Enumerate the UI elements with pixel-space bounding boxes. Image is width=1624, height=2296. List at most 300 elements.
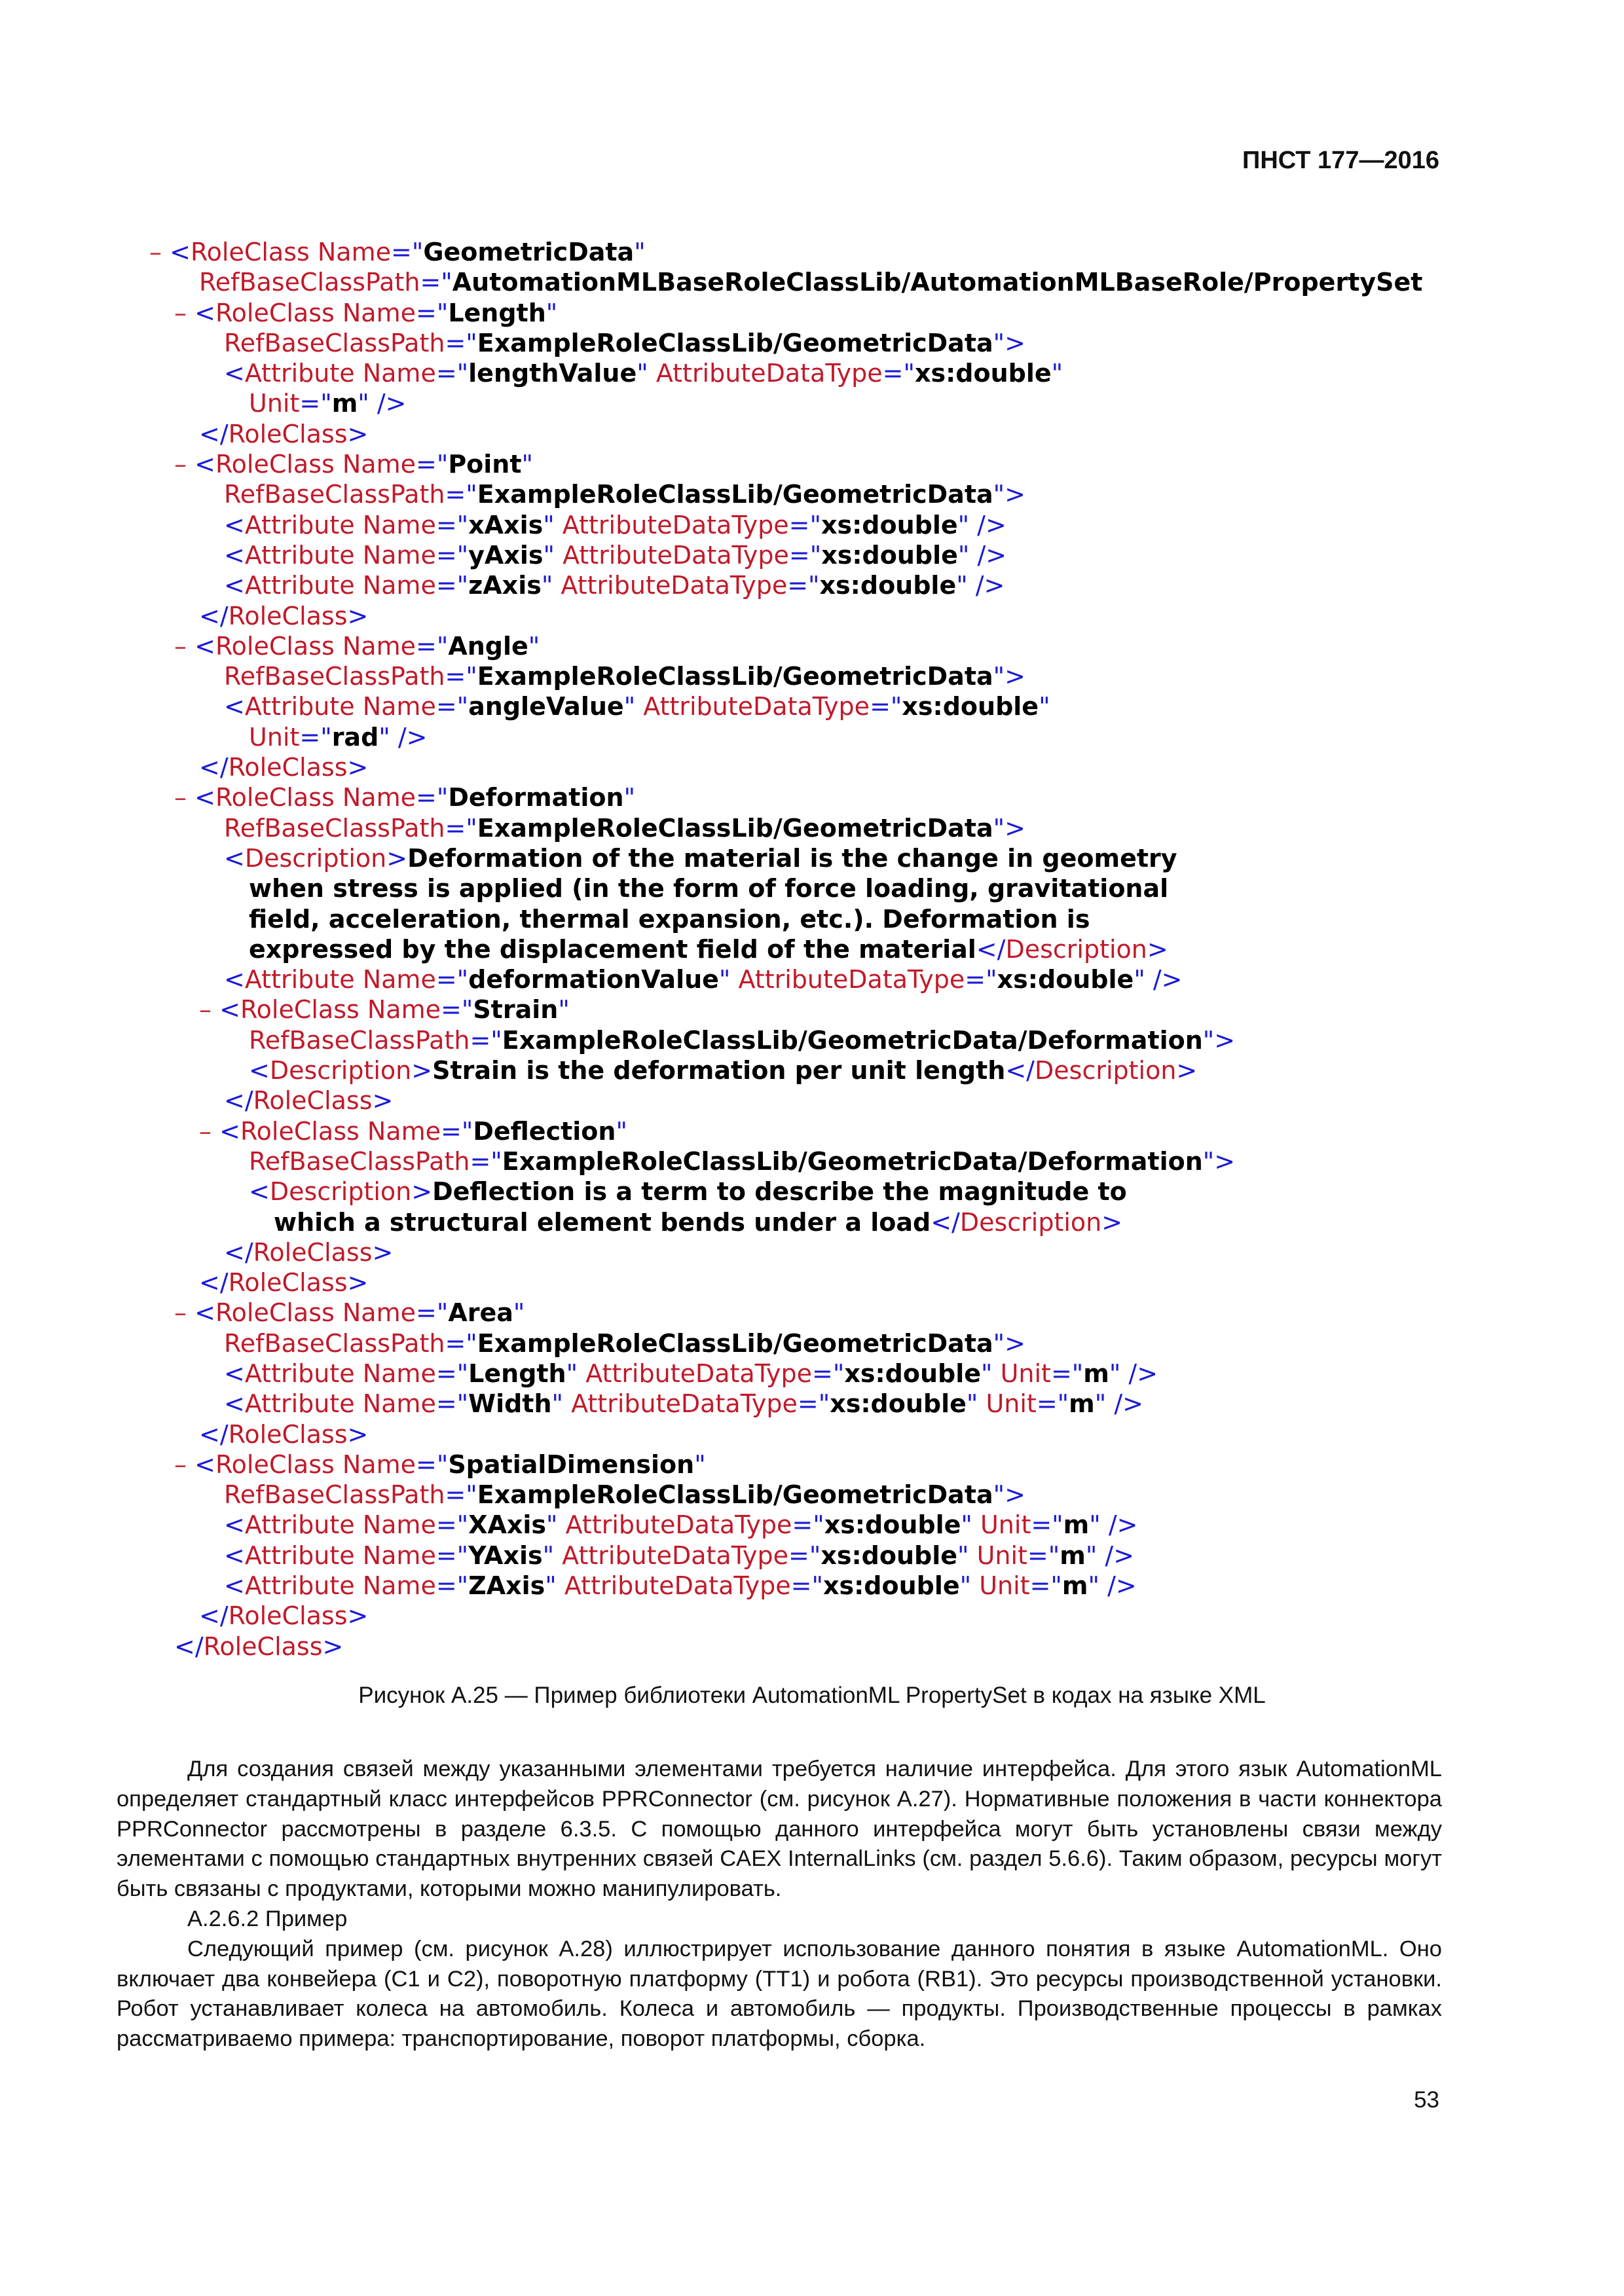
xml-token: =" <box>299 389 332 418</box>
xml-line <box>149 388 1485 418</box>
xml-token: =" <box>445 328 477 357</box>
xml-token: "> <box>1202 1146 1236 1176</box>
xml-token[interactable]: – <box>199 1116 220 1146</box>
xml-line <box>149 479 1485 509</box>
xml-token: Attribute <box>244 510 363 539</box>
xml-token: =" <box>1029 1571 1062 1601</box>
xml-token: < <box>194 631 215 661</box>
xml-token: =" <box>415 783 449 812</box>
xml-token: > <box>411 1177 433 1207</box>
xml-token: AttributeDataType <box>571 1389 798 1419</box>
xml-token: RoleClass <box>228 1601 348 1631</box>
xml-token: ExampleRoleClassLib/GeometricData <box>477 662 993 691</box>
xml-line <box>149 904 1485 934</box>
xml-token: deformationValue <box>468 965 719 994</box>
xml-token: Point <box>448 450 522 479</box>
xml-token: ExampleRoleClassLib/GeometricData/Deformation <box>502 1025 1203 1055</box>
xml-token: rad <box>331 722 379 752</box>
xml-token: Attribute <box>244 1510 363 1540</box>
xml-token: =" <box>1027 1540 1060 1570</box>
xml-line <box>149 1358 1485 1389</box>
xml-token: AttributeDataType <box>655 359 883 388</box>
xml-token: RoleClass <box>228 1268 348 1298</box>
xml-token: =" <box>790 1571 823 1601</box>
xml-line <box>149 328 1485 358</box>
xml-line <box>149 934 1485 964</box>
xml-line <box>149 1298 1485 1328</box>
xml-token: m <box>1083 1358 1109 1388</box>
xml-token: Name <box>367 1116 441 1146</box>
xml-token: " <box>551 1389 572 1419</box>
xml-token: " <box>957 1540 977 1570</box>
xml-token: =" <box>435 540 469 570</box>
xml-token: "> <box>993 1328 1025 1358</box>
xml-token: < <box>249 1177 270 1207</box>
xml-token: =" <box>470 1146 502 1176</box>
xml-token: " /> <box>1094 1389 1143 1419</box>
xml-line <box>149 1480 1485 1510</box>
xml-token: " <box>543 510 563 539</box>
xml-token: RoleClass <box>190 238 318 266</box>
xml-token: Width <box>468 1389 552 1419</box>
body-text <box>117 1755 1442 2054</box>
xml-token: Length <box>468 1358 566 1388</box>
xml-token: " <box>528 631 540 661</box>
xml-token: Name <box>342 631 416 661</box>
xml-token: " <box>718 965 739 994</box>
xml-token: xs:double <box>830 1389 967 1419</box>
xml-line <box>149 449 1485 479</box>
xml-token: Unit <box>976 1540 1027 1570</box>
xml-line <box>149 1601 1485 1631</box>
xml-token: Deflection is a term to describe the magnitude to <box>432 1177 1127 1207</box>
xml-token: =" <box>870 692 902 721</box>
standard-header: ПНСТ 177—2016 <box>1242 147 1439 174</box>
xml-token: RefBaseClassPath <box>224 480 445 509</box>
xml-line <box>149 843 1485 873</box>
xml-token: < <box>224 359 245 388</box>
xml-token: Strain is the deformation per unit length <box>432 1056 1006 1085</box>
xml-token: GeometricData <box>423 238 635 266</box>
paragraph: Для создания связей между указанными элементами требуется наличие интерфейса. Для этого язык AutomationML определяет стандартный класс интерфейсов PPRConnector (см. рисунок А.27). Нормативные положения в части коннектора PPRConnector рассмотрены в разделе 6.3.5. С помощью данного интерфейса могут быть установлены связи между элементами с помощью стандартных внутренних связей CAEX InternalLinks (см. раздел 5.6.6). Таким образом, ресурсы могут быть связаны с продуктами, которыми можно манипулировать. <box>117 1757 1442 1902</box>
xml-token: RoleClass <box>228 753 348 782</box>
xml-token: Unit <box>979 1571 1030 1601</box>
xml-token: </ <box>1005 1056 1035 1085</box>
xml-line <box>149 691 1485 721</box>
xml-token: =" <box>415 1449 449 1479</box>
xml-token: RefBaseClassPath <box>249 1025 470 1055</box>
xml-token: Unit <box>249 722 300 752</box>
xml-token: =" <box>435 1571 469 1601</box>
xml-line <box>149 631 1485 661</box>
xml-line <box>149 722 1485 752</box>
xml-token: Unit <box>249 389 300 418</box>
xml-token: AttributeDataType <box>562 1540 788 1570</box>
xml-token: < <box>219 1116 240 1146</box>
xml-token: =" <box>965 965 997 994</box>
xml-token: AttributeDataType <box>565 1510 792 1540</box>
xml-token: > <box>386 843 408 873</box>
xml-token: zAxis <box>468 571 542 600</box>
xml-token: expressed by the displacement field of the material <box>249 934 976 964</box>
xml-token: " <box>546 1510 566 1540</box>
xml-token: Unit <box>980 1510 1031 1540</box>
xml-token: < <box>224 843 245 873</box>
xml-line <box>149 1389 1485 1419</box>
xml-token: Name <box>362 692 436 721</box>
xml-token: =" <box>299 722 332 752</box>
xml-token[interactable]: – <box>174 1298 195 1328</box>
xml-token: Name <box>362 1540 436 1570</box>
xml-token: Length <box>448 298 546 327</box>
xml-token: RefBaseClassPath <box>224 328 445 357</box>
xml-token: > <box>372 1237 394 1267</box>
xml-token: RoleClass <box>215 450 342 479</box>
xml-token: RefBaseClassPath <box>224 662 445 691</box>
xml-token: " <box>623 783 636 812</box>
xml-token: " <box>566 1358 586 1388</box>
xml-token: =" <box>1036 1389 1069 1419</box>
xml-token: Deformation of the material is the change in geometry <box>407 843 1177 873</box>
xml-token: Name <box>342 1449 416 1479</box>
xml-token: Name <box>362 359 436 388</box>
xml-token: =" <box>435 1358 469 1388</box>
xml-token: Attribute <box>244 1571 363 1601</box>
xml-token: xs:double <box>902 692 1039 721</box>
xml-token: RoleClass <box>228 1419 348 1449</box>
xml-token: > <box>347 1601 369 1631</box>
xml-line <box>149 1116 1485 1146</box>
xml-token: > <box>347 1419 369 1449</box>
xml-token: =" <box>882 359 915 388</box>
xml-token: Name <box>362 571 436 600</box>
xml-code-listing <box>149 237 1485 1662</box>
xml-token: </ <box>199 1268 229 1298</box>
xml-token: </ <box>976 934 1006 964</box>
xml-token: yAxis <box>468 540 544 570</box>
xml-token: " /> <box>1085 1540 1135 1570</box>
xml-token: ExampleRoleClassLib/GeometricData/Deformation <box>502 1146 1203 1176</box>
xml-token: Name <box>342 298 416 327</box>
xml-token: < <box>194 450 215 479</box>
xml-token: Description <box>244 843 387 873</box>
xml-token: RoleClass <box>203 1631 323 1661</box>
xml-token: > <box>1147 934 1168 964</box>
xml-token: < <box>224 1358 245 1388</box>
xml-token: Description <box>269 1056 412 1085</box>
xml-line <box>149 1085 1485 1116</box>
xml-token: " /> <box>1089 1510 1138 1540</box>
xml-token: Area <box>448 1298 513 1328</box>
xml-token: RefBaseClassPath <box>224 1328 445 1358</box>
xml-token: " /> <box>957 540 1007 570</box>
xml-token: RoleClass <box>215 631 342 661</box>
xml-token: AttributeDataType <box>585 1358 812 1388</box>
xml-token: =" <box>435 1540 469 1570</box>
xml-token: AttributeDataType <box>562 510 789 539</box>
xml-token: "> <box>993 813 1025 843</box>
xml-token: Attribute <box>244 359 363 388</box>
xml-token: xs:double <box>914 359 1052 388</box>
xml-token: > <box>411 1056 433 1085</box>
xml-token: </ <box>199 601 229 630</box>
xml-token: AttributeDataType <box>564 1571 791 1601</box>
xml-token: =" <box>1031 1510 1063 1540</box>
xml-token: </ <box>199 419 229 448</box>
xml-token: " /> <box>1088 1571 1137 1601</box>
xml-line <box>149 1146 1485 1176</box>
page-number: 53 <box>1414 2087 1439 2113</box>
xml-token: RoleClass <box>240 995 367 1025</box>
xml-token: " <box>545 298 558 327</box>
xml-token[interactable]: – <box>174 450 195 479</box>
xml-token: Name <box>342 783 416 812</box>
xml-token: > <box>322 1631 344 1661</box>
xml-token: "> <box>993 328 1025 357</box>
xml-token: =" <box>435 965 469 994</box>
xml-token: " <box>545 1571 564 1601</box>
xml-token: which a structural element bends under a load <box>274 1207 931 1237</box>
xml-token: =" <box>470 1025 502 1055</box>
xml-token: m <box>331 389 358 418</box>
xml-token: " /> <box>956 571 1005 600</box>
xml-token: =" <box>415 298 449 327</box>
xml-token: Description <box>1005 934 1147 964</box>
paragraph: Следующий пример (см. рисунок А.28) иллюстрирует использование данного понятия в языке AutomationML. Оно включает два конвейера (С1 и С2), поворотную платформу (ТТ1) и робота (RB1). Это ресурсы производственной установки. Робот устанавливает колеса на автомобиль. Колеса и автомобиль — продукты. Производственные процессы в рамках рассматриваемо примера: транспортирование, поворот платформы, сборка. <box>117 1936 1442 2052</box>
xml-token: " <box>1039 692 1050 721</box>
xml-token: =" <box>445 1480 477 1510</box>
xml-token: Name <box>362 1571 436 1601</box>
xml-token: "> <box>1202 1025 1236 1055</box>
xml-line <box>149 1571 1485 1601</box>
xml-token: Name <box>317 238 391 266</box>
xml-token: RoleClass <box>215 783 342 812</box>
xml-token: Attribute <box>244 1358 363 1388</box>
xml-token: < <box>224 692 245 721</box>
xml-token: < <box>170 238 191 266</box>
xml-token: Name <box>362 1510 436 1540</box>
xml-token: < <box>194 783 215 812</box>
xml-token: =" <box>788 540 822 570</box>
xml-token: =" <box>415 450 449 479</box>
xml-token: SpatialDimension <box>448 1449 695 1479</box>
xml-token[interactable]: – <box>199 995 220 1025</box>
xml-token: xs:double <box>997 965 1134 994</box>
xml-token: </ <box>174 1631 204 1661</box>
xml-token: RefBaseClassPath <box>224 1480 445 1510</box>
xml-token: ExampleRoleClassLib/GeometricData <box>477 1480 993 1510</box>
xml-token: xs:double <box>821 510 958 539</box>
xml-token: " /> <box>1109 1358 1158 1388</box>
xml-token: < <box>224 1510 245 1540</box>
xml-token: RefBaseClassPath <box>224 813 445 843</box>
xml-token: RoleClass <box>228 601 348 630</box>
xml-token: </ <box>224 1086 253 1116</box>
xml-line <box>149 237 1485 267</box>
xml-token: " <box>542 1540 563 1570</box>
xml-line <box>149 358 1485 388</box>
xml-token: Unit <box>1000 1358 1051 1388</box>
xml-line <box>149 1540 1485 1571</box>
xml-token: " <box>694 1449 706 1479</box>
xml-token: > <box>347 753 369 782</box>
xml-line <box>149 661 1485 691</box>
xml-token: Name <box>362 1389 436 1419</box>
xml-line <box>149 267 1485 297</box>
figure-caption: Рисунок А.25 — Пример библиотеки AutomationML PropertySet в кодах на языке XML <box>358 1683 1266 1708</box>
xml-line <box>149 1176 1485 1207</box>
xml-token: Name <box>362 540 436 570</box>
xml-token: > <box>347 419 369 448</box>
xml-token: RoleClass <box>228 419 348 448</box>
xml-token: RefBaseClassPath <box>249 1146 470 1176</box>
xml-token: RoleClass <box>215 1298 342 1328</box>
xml-token: Deflection <box>473 1116 616 1146</box>
xml-line <box>149 1267 1485 1298</box>
xml-token: < <box>224 1389 245 1419</box>
xml-token: xs:double <box>821 540 958 570</box>
xml-token: AttributeDataType <box>643 692 870 721</box>
xml-line <box>149 964 1485 994</box>
xml-token: =" <box>435 359 469 388</box>
xml-token: xs:double <box>824 1510 961 1540</box>
xml-token: < <box>194 1298 215 1328</box>
xml-token: " <box>959 1571 980 1601</box>
xml-token[interactable]: – <box>174 783 195 812</box>
xml-line <box>149 1207 1485 1237</box>
xml-token: "> <box>993 662 1025 691</box>
xml-token: " <box>961 1510 980 1540</box>
xml-token: </ <box>199 753 229 782</box>
xml-token: xs:double <box>819 571 957 600</box>
xml-token[interactable]: – <box>174 1449 195 1479</box>
xml-token: =" <box>445 662 477 691</box>
xml-token: AttributeDataType <box>738 965 965 994</box>
xml-line <box>149 873 1485 903</box>
xml-token: =" <box>435 510 469 539</box>
xml-token: < <box>194 1449 215 1479</box>
xml-token: Name <box>342 1298 416 1328</box>
xml-token: RoleClass <box>253 1086 373 1116</box>
xml-token: =" <box>445 1328 477 1358</box>
xml-token: Angle <box>448 631 528 661</box>
xml-token: AutomationMLBaseRoleClassLib/AutomationMLBaseRole/PropertySet <box>452 268 1423 297</box>
xml-token: "> <box>993 1480 1025 1510</box>
xml-token: =" <box>390 238 424 266</box>
xml-token: > <box>1101 1207 1123 1237</box>
xml-token: " <box>543 540 563 570</box>
xml-token: Name <box>362 1358 436 1388</box>
xml-token[interactable]: – <box>174 631 195 661</box>
xml-token: RoleClass <box>240 1116 367 1146</box>
xml-token: </ <box>199 1601 229 1631</box>
xml-token: > <box>347 601 369 630</box>
xml-token: Description <box>269 1177 412 1207</box>
xml-token: Attribute <box>244 1389 363 1419</box>
xml-token: " <box>966 1389 986 1419</box>
xml-token: < <box>224 1571 245 1601</box>
xml-token: m <box>1063 1510 1090 1540</box>
xml-token: Unit <box>986 1389 1037 1419</box>
xml-token: " /> <box>358 389 407 418</box>
xml-token: =" <box>787 571 820 600</box>
xml-token: " /> <box>957 510 1006 539</box>
xml-token: XAxis <box>468 1510 547 1540</box>
xml-line <box>149 570 1485 600</box>
xml-token: field, acceleration, thermal expansion, etc.). Deformation is <box>249 904 1090 934</box>
xml-token: AttributeDataType <box>563 540 789 570</box>
xml-token: Name <box>367 995 441 1025</box>
xml-token: > <box>372 1086 394 1116</box>
xml-line <box>149 1055 1485 1085</box>
xml-token: ZAxis <box>468 1571 545 1601</box>
xml-token[interactable]: – <box>149 238 170 266</box>
xml-token: " <box>623 692 644 721</box>
xml-token: " <box>513 1298 525 1328</box>
xml-token: < <box>249 1056 270 1085</box>
xml-line <box>149 994 1485 1025</box>
xml-token: =" <box>415 631 449 661</box>
xml-line <box>149 419 1485 449</box>
xml-token: " /> <box>1134 965 1183 994</box>
xml-token: xs:double <box>821 1540 957 1570</box>
xml-token: < <box>194 298 215 327</box>
xml-token: < <box>224 571 245 600</box>
xml-token: " <box>1051 359 1063 388</box>
xml-token: =" <box>445 480 477 509</box>
xml-token: " <box>521 450 533 479</box>
xml-token: m <box>1069 1389 1095 1419</box>
xml-token: =" <box>415 1298 449 1328</box>
xml-token: > <box>347 1268 369 1298</box>
xml-line <box>149 1237 1485 1267</box>
xml-token[interactable]: – <box>174 298 195 327</box>
xml-token: Attribute <box>244 540 363 570</box>
xml-token: > <box>1176 1056 1198 1085</box>
xml-token: </ <box>931 1207 960 1237</box>
xml-token: =" <box>792 1510 824 1540</box>
xml-token: " <box>616 1116 627 1146</box>
xml-token: ExampleRoleClassLib/GeometricData <box>477 813 993 843</box>
xml-token: " <box>637 359 656 388</box>
xml-token: " <box>558 995 570 1025</box>
xml-token: =" <box>797 1389 830 1419</box>
section-heading: А.2.6.2 Пример <box>187 1906 348 1931</box>
xml-token: </ <box>224 1237 253 1267</box>
xml-token: </ <box>199 1419 229 1449</box>
xml-token: xs:double <box>822 1571 960 1601</box>
xml-token: AttributeDataType <box>561 571 788 600</box>
xml-line <box>149 1025 1485 1055</box>
xml-token: Name <box>362 965 436 994</box>
xml-token: < <box>224 510 245 539</box>
xml-line <box>149 1419 1485 1449</box>
xml-token: m <box>1061 1571 1088 1601</box>
xml-line <box>149 1449 1485 1480</box>
xml-token: ExampleRoleClassLib/GeometricData <box>477 1328 993 1358</box>
xml-token: < <box>224 965 245 994</box>
xml-token: angleValue <box>468 692 624 721</box>
xml-token: Description <box>1035 1056 1177 1085</box>
xml-token: RoleClass <box>215 1449 342 1479</box>
xml-token: when stress is applied (in the form of force loading, gravitational <box>249 874 1169 903</box>
xml-token: Attribute <box>244 965 363 994</box>
xml-line <box>149 813 1485 843</box>
xml-token: Strain <box>473 995 559 1025</box>
xml-token: xs:double <box>844 1358 982 1388</box>
xml-line <box>149 752 1485 782</box>
xml-token: =" <box>440 1116 473 1146</box>
